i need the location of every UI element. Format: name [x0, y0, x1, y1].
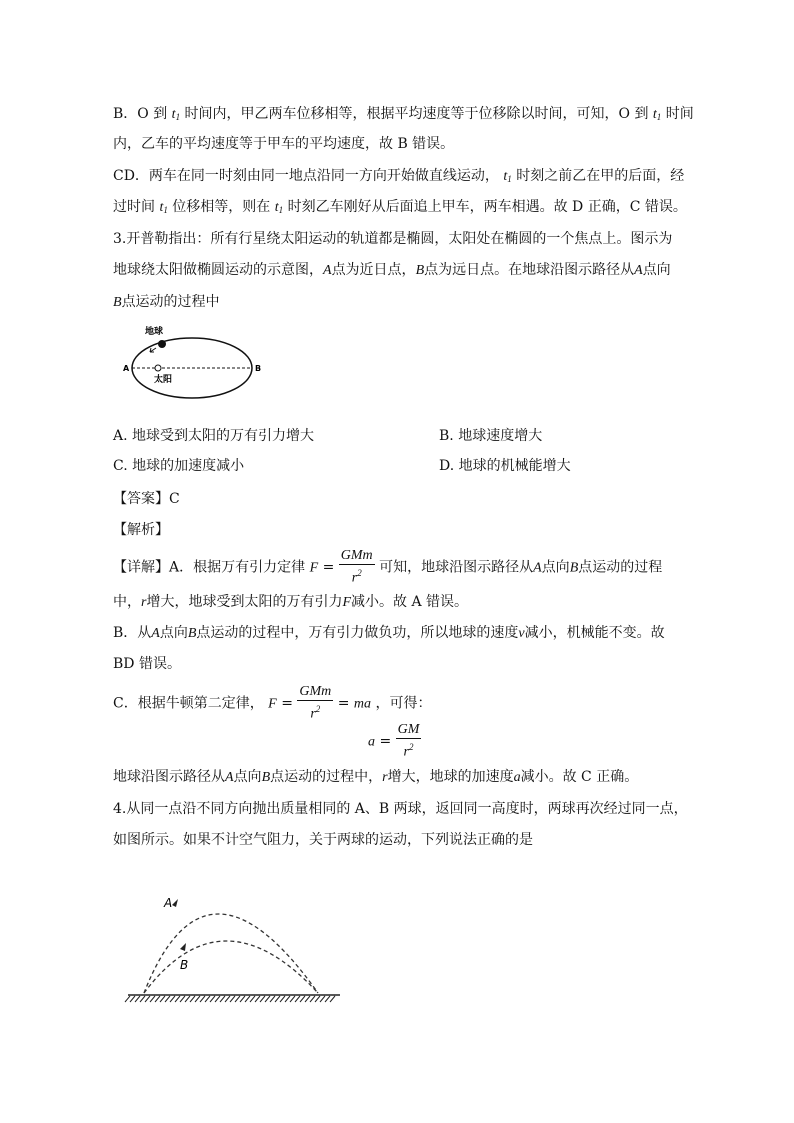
hatch-mark	[315, 996, 320, 1002]
fraction-gmm-r2	[339, 548, 375, 587]
sun-dot	[155, 365, 161, 371]
hatch-mark	[300, 996, 305, 1002]
text: B．O 到	[113, 106, 168, 122]
hatch-mark	[225, 996, 230, 1002]
option-d: D. 地球的机械能增大	[439, 458, 571, 474]
hatch-mark	[265, 996, 270, 1002]
analysis-heading: 【解析】	[113, 522, 169, 538]
arrow-a	[172, 899, 178, 907]
symbol-a: a	[368, 734, 375, 750]
hatch-mark	[235, 996, 240, 1002]
symbol-f: F	[309, 560, 319, 576]
trajectory-a	[144, 914, 318, 993]
q2-cd-line1	[113, 166, 684, 189]
hatch-mark	[165, 996, 170, 1002]
hatch-mark	[195, 996, 200, 1002]
q4-stem-line1: 4.从同一点沿不同方向抛出质量相同的 A、B 两球，返回同一高度时，两球再次经过同一点，	[113, 801, 688, 817]
sun-label: 太阳	[154, 375, 173, 385]
hatch-mark	[215, 996, 220, 1002]
text: 点向	[233, 769, 262, 785]
point-a: A	[634, 263, 643, 278]
t1-symbol: $t_1$	[503, 169, 512, 184]
answer-line: 【答案】C	[113, 491, 180, 507]
point-a: A	[151, 626, 160, 641]
t1-symbol: $t_1$	[159, 200, 168, 215]
denominator: $r^2$	[403, 742, 414, 760]
hatch-mark	[245, 996, 250, 1002]
fraction-gm-r2	[396, 722, 422, 761]
t1-symbol: $t_1$	[171, 107, 181, 122]
q4-stem-line2: 如图所示。如果不计空气阻力，关于两球的运动，下列说法正确的是	[113, 832, 533, 848]
symbol-f: F	[342, 595, 352, 610]
hatch-mark	[220, 996, 225, 1002]
hatch-mark	[255, 996, 260, 1002]
acceleration-formula	[368, 722, 421, 761]
hatch-mark	[310, 996, 315, 1002]
b-explanation-line1	[113, 623, 665, 644]
point-b: B	[187, 626, 197, 641]
text: 减小，机械能不变。故	[524, 625, 665, 641]
hatch-mark	[130, 996, 135, 1002]
text: 地球绕太阳做椭圆运动的示意图，	[113, 262, 323, 278]
text: 点运动的过程	[578, 559, 663, 576]
text: 点向	[642, 262, 671, 278]
numerator: GMm	[299, 684, 332, 699]
projectile-diagram	[122, 865, 344, 1005]
text: ，可得：	[375, 695, 432, 712]
q2-b-line1	[113, 104, 694, 127]
hatch-mark	[200, 996, 205, 1002]
text: 减小。故 A 错误。	[351, 594, 469, 610]
hatch-mark	[260, 996, 265, 1002]
detail-line2	[113, 592, 468, 613]
equals: =	[337, 695, 350, 712]
numerator: GMm	[340, 548, 373, 563]
direction-arrow	[150, 348, 156, 352]
final-conclusion	[113, 767, 638, 788]
equals: =	[281, 695, 293, 712]
hatch-mark	[185, 996, 190, 1002]
c-explanation-line	[113, 684, 431, 723]
text: 减小。故 C 正确。	[520, 769, 639, 785]
trajectory-b	[144, 941, 318, 993]
hatch-mark	[330, 996, 335, 1002]
text: 点为远日点。在地球沿图示路径从	[424, 262, 635, 278]
hatch-mark	[135, 996, 140, 1002]
text: 可知，地球沿图示路径从	[379, 559, 534, 576]
point-a: A	[225, 770, 234, 785]
option-c: C. 地球的加速度减小	[113, 458, 245, 474]
hatch-mark	[240, 996, 245, 1002]
text: 时间内，甲乙两车位移相等，根据平均速度等于位移除以时间，可知，O 到	[184, 106, 649, 122]
text: 增大，地球的加速度	[387, 769, 514, 785]
hatch-mark	[180, 996, 185, 1002]
hatch-mark	[210, 996, 215, 1002]
hatch-mark	[190, 996, 195, 1002]
q3-stem-line1: 3.开普勒指出：所有行星绕太阳运动的轨道都是椭圆，太阳处在椭圆的一个焦点上。图示为	[113, 231, 673, 247]
symbol-f: F	[268, 696, 277, 712]
detail-line1	[113, 548, 662, 587]
text: 增大，地球受到太阳的万有引力	[146, 594, 343, 610]
text: 【详解】A．根据万有引力定律	[113, 559, 306, 576]
symbol-r: r	[141, 595, 147, 610]
a-label: A	[123, 364, 130, 373]
hatch-mark	[140, 996, 145, 1002]
hatch-mark	[290, 996, 295, 1002]
b-label: B	[255, 364, 262, 373]
hatch-mark	[205, 996, 210, 1002]
hatch-mark	[275, 996, 280, 1002]
point-a: A	[323, 263, 332, 278]
numerator: GM	[397, 722, 420, 737]
hatch-mark	[145, 996, 150, 1002]
text: 地球沿图示路径从	[113, 769, 225, 785]
q3-stem-line2	[113, 260, 671, 281]
option-a: A. 地球受到太阳的万有引力增大	[113, 428, 315, 444]
b-explanation-line2: BD 错误。	[113, 656, 181, 672]
text: B．从	[113, 625, 152, 641]
text: 点为近日点，	[331, 262, 416, 278]
orbit-diagram	[120, 322, 270, 402]
ball-b-label: B	[180, 958, 189, 972]
text: 时间	[665, 106, 694, 122]
text: 中，	[113, 594, 141, 610]
point-b: B	[569, 560, 579, 576]
symbol-v: v	[518, 626, 525, 641]
equals: =	[379, 733, 392, 750]
q2-b-line2: 内，乙车的平均速度等于甲车的平均速度，故 B 错误。	[113, 136, 455, 152]
hatch-mark	[270, 996, 275, 1002]
text: 点运动的过程中，万有引力做负功，所以地球的速度	[196, 625, 519, 641]
text: 点运动的过程中，	[270, 769, 383, 785]
hatch-mark	[175, 996, 180, 1002]
hatch-mark	[155, 996, 160, 1002]
denominator: $r^2$	[310, 704, 321, 722]
denominator: $r^2$	[351, 568, 362, 586]
hatch-mark	[125, 996, 130, 1002]
text: 点运动的过程中	[121, 294, 220, 310]
hatch-mark	[230, 996, 235, 1002]
q2-cd-line2	[113, 197, 687, 220]
text: 点向	[159, 625, 188, 641]
text: CD．两车在同一时刻由同一地点沿同一方向开始做直线运动，	[113, 168, 499, 184]
text: 过时间	[113, 199, 155, 215]
hatch-mark	[325, 996, 330, 1002]
text: 点向	[541, 559, 570, 576]
hatch-mark	[160, 996, 165, 1002]
equals: =	[322, 559, 335, 576]
hatch-mark	[280, 996, 285, 1002]
ground-hatching	[125, 996, 335, 1002]
ball-a-label: A	[164, 896, 173, 910]
symbol-a: a	[513, 770, 521, 785]
point-a: A	[533, 560, 542, 576]
point-b: B	[415, 263, 425, 278]
hatch-mark	[150, 996, 155, 1002]
point-b: B	[113, 295, 122, 310]
symbol-ma: ma	[353, 696, 372, 712]
earth-dot	[158, 340, 166, 348]
q3-stem-line3	[113, 292, 220, 313]
option-b: B. 地球速度增大	[439, 428, 543, 444]
text: 时刻之前乙在甲的后面，经	[516, 168, 685, 184]
point-b: B	[261, 770, 271, 785]
text: 位移相等，则在	[172, 199, 271, 215]
text: C．根据牛顿第二定律，	[113, 695, 264, 712]
text: 时刻乙车刚好从后面追上甲车，两车相遇。故 D 正确，C 错误。	[287, 199, 687, 215]
arrow-b	[180, 943, 186, 951]
earth-label: 地球	[145, 327, 164, 337]
hatch-mark	[320, 996, 325, 1002]
hatch-mark	[295, 996, 300, 1002]
hatch-mark	[305, 996, 310, 1002]
symbol-r: r	[382, 770, 388, 785]
fraction-gmm-r2	[297, 684, 333, 723]
hatch-mark	[285, 996, 290, 1002]
hatch-mark	[250, 996, 255, 1002]
t1-symbol: $t_1$	[274, 200, 284, 215]
t1-symbol: $t_1$	[652, 107, 662, 122]
hatch-mark	[170, 996, 175, 1002]
